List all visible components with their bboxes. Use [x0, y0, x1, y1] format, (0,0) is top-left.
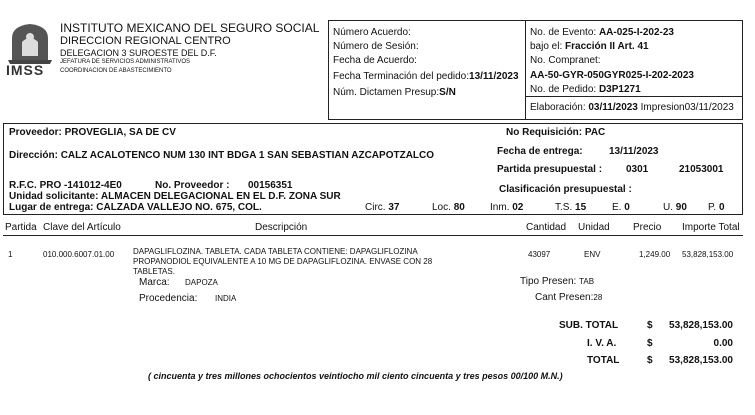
- impresion-label: Impresion: [640, 102, 685, 113]
- loc-label: Loc.: [432, 202, 451, 213]
- proveedor-label: Proveedor:: [9, 127, 62, 138]
- p-label: P.: [708, 202, 717, 213]
- bajo-el: [530, 41, 649, 52]
- e-label: E.: [612, 202, 622, 213]
- lugar-entrega: [9, 202, 262, 213]
- total-currency: $: [647, 355, 653, 366]
- circ-value: 37: [388, 202, 400, 213]
- col-clave: Clave del Artículo: [43, 222, 121, 233]
- e-value: 0: [624, 202, 630, 213]
- direccion: [9, 150, 434, 161]
- circ-label: Circ.: [365, 202, 386, 213]
- coordination: COORDINACION DE ABASTECIMIENTO: [60, 68, 172, 74]
- amount-in-words: ( cincuenta y tres millones ochocientos veintiocho mil ciento cincuenta y tres pesos 00/100 M.N.): [148, 371, 563, 381]
- clasificacion-label: Clasificación presupuestal :: [499, 184, 632, 195]
- subtotal-currency: $: [647, 320, 653, 331]
- regional-direction: DIRECCION REGIONAL CENTRO: [60, 35, 231, 47]
- no-evento-label: No. de Evento:: [530, 27, 597, 38]
- compranet-label: No. Compranet:: [530, 55, 601, 66]
- elaboracion-value: 03/11/2023: [588, 102, 638, 113]
- row-descripcion-2: PROPANODIOL EQUIVALENTE A 10 MG DE DAPAGLIFLOZINA. ENVASE CON 28: [133, 257, 433, 266]
- solicitante-value: ALMACEN DELEGACIONAL EN EL D.F. ZONA SUR: [100, 191, 341, 202]
- row-cantidad: 43097: [528, 250, 551, 259]
- jefatura: JEFATURA DE SERVICIOS ADMINISTRATIVOS: [60, 59, 191, 65]
- u-value: 90: [675, 202, 687, 213]
- loc-value: 80: [453, 202, 465, 213]
- row-unidad: ENV: [584, 250, 601, 259]
- col-importe: Importe Total: [682, 222, 740, 233]
- procedencia-value: INDIA: [215, 294, 237, 303]
- proveedor-value: PROVEGLIA, SA DE CV: [64, 127, 176, 138]
- rfc-value: PRO -141012-4E0: [39, 180, 122, 191]
- loc: [432, 202, 465, 213]
- u: [663, 202, 687, 213]
- inm: [490, 202, 523, 213]
- partida-presupuestal-value: 0301: [626, 164, 649, 175]
- fecha-acuerdo-label: Fecha de Acuerdo:: [333, 55, 417, 66]
- proveedor: [9, 127, 176, 138]
- requisicion: [506, 127, 605, 138]
- rfc-label: R.F.C.: [9, 180, 37, 191]
- inm-label: Inm.: [490, 202, 510, 213]
- numero-acuerdo-label: Número Acuerdo:: [333, 27, 411, 38]
- partida-presupuestal-code: 21053001: [679, 164, 724, 175]
- dictamen: [333, 87, 456, 98]
- requisicion-value: PAC: [584, 127, 606, 138]
- subtotal-label: SUB. TOTAL: [559, 320, 619, 331]
- circ: [365, 202, 399, 213]
- institute-name: INSTITUTO MEXICANO DEL SEGURO SOCIAL: [60, 21, 320, 35]
- ts-label: T.S.: [555, 202, 573, 213]
- fecha-terminacion: [333, 71, 519, 82]
- p-value: 0: [718, 202, 725, 213]
- procedencia-label: Procedencia:: [139, 293, 198, 304]
- bajo-el-value: Fracción II Art. 41: [565, 41, 649, 52]
- col-unidad: Unidad: [578, 222, 610, 233]
- fecha-entrega-value: 13/11/2023: [609, 146, 659, 157]
- impresion-value: 03/11/2023: [684, 102, 734, 113]
- imss-logo: [4, 20, 56, 78]
- row-importe: 53,828,153.00: [682, 250, 734, 259]
- compranet-value: AA-50-GYR-050GYR025-I-202-2023: [530, 70, 694, 81]
- tipo-presen-value: TAB: [579, 277, 595, 286]
- direccion-label: Dirección:: [9, 150, 58, 161]
- partida-presupuestal-label: Partida presupuestal :: [497, 164, 603, 175]
- logo-text: IMSS: [6, 62, 45, 78]
- iva-label: I. V. A.: [587, 338, 617, 349]
- row-precio: 1,249.00: [639, 250, 671, 259]
- no-pedido-value: D3P1271: [598, 84, 641, 95]
- dictamen-label: Núm. Dictamen Presup:: [333, 87, 440, 98]
- row-partida: 1: [8, 250, 13, 259]
- total-label: TOTAL: [587, 355, 620, 366]
- no-evento: [530, 27, 674, 38]
- dictamen-value: S/N: [439, 87, 456, 98]
- ts: [555, 202, 586, 213]
- numero-sesion-label: Número de Sesión:: [333, 41, 419, 52]
- no-pedido-label: No. de Pedido:: [530, 84, 597, 95]
- row-clave: 010.000.6007.01.00: [43, 250, 115, 259]
- bajo-el-label: bajo el:: [530, 41, 563, 52]
- delegation: DELEGACION 3 SUROESTE DEL D.F.: [60, 48, 217, 58]
- row-descripcion-1: DAPAGLIFLOZINA. TABLETA. CADA TABLETA CONTIENE: DAPAGLIFLOZINA: [133, 247, 418, 256]
- ts-value: 15: [575, 202, 587, 213]
- no-pedido: [530, 84, 641, 95]
- u-label: U.: [663, 202, 673, 213]
- cant-presen-value: 28: [593, 293, 603, 302]
- lugar-label: Lugar de entrega:: [9, 202, 94, 213]
- iva-currency: $: [647, 338, 653, 349]
- marca-label: Marca:: [139, 277, 170, 288]
- fecha-entrega-label: Fecha de entrega:: [497, 146, 583, 157]
- no-evento-value: AA-025-I-202-23: [598, 27, 674, 38]
- col-precio: Precio: [633, 222, 662, 233]
- solicitante-label: Unidad solicitante:: [9, 191, 99, 202]
- marca-value: DAPOZA: [185, 278, 218, 287]
- rfc: [9, 180, 122, 191]
- col-cantidad: Cantidad: [526, 222, 567, 233]
- no-proveedor-value: 00156351: [248, 180, 293, 191]
- direccion-value: CALZ ACALOTENCO NUM 130 INT BDGA 1 SAN SEBASTIAN AZCAPOTZALCO: [60, 150, 435, 161]
- e: [612, 202, 630, 213]
- fecha-terminacion-label: Fecha Terminación del pedido:: [333, 71, 470, 82]
- tipo-presen-label: Tipo Presen:: [520, 276, 577, 287]
- elaboracion-label: Elaboración:: [530, 102, 586, 113]
- col-descripcion: Descripción: [255, 222, 308, 233]
- cant-presen: [535, 292, 602, 303]
- total-value: 53,828,153.00: [669, 355, 733, 366]
- lugar-value: CALZADA VALLEJO NO. 675, COL.: [96, 202, 262, 213]
- unidad-solicitante: [9, 191, 341, 202]
- tipo-presen: [520, 276, 594, 287]
- col-partida: Partida: [5, 222, 37, 233]
- iva-value: 0.00: [713, 338, 733, 349]
- elaboracion: [530, 102, 734, 113]
- subtotal-value: 53,828,153.00: [669, 320, 733, 331]
- row-descripcion-3: TABLETAS.: [133, 267, 175, 276]
- fecha-terminacion-value: 13/11/2023: [469, 71, 519, 82]
- inm-value: 02: [512, 202, 524, 213]
- no-proveedor-label: No. Proveedor :: [155, 180, 230, 191]
- requisicion-label: No Requisición:: [506, 127, 583, 138]
- cant-presen-label: Cant Presen:: [535, 292, 594, 303]
- p: [708, 202, 725, 213]
